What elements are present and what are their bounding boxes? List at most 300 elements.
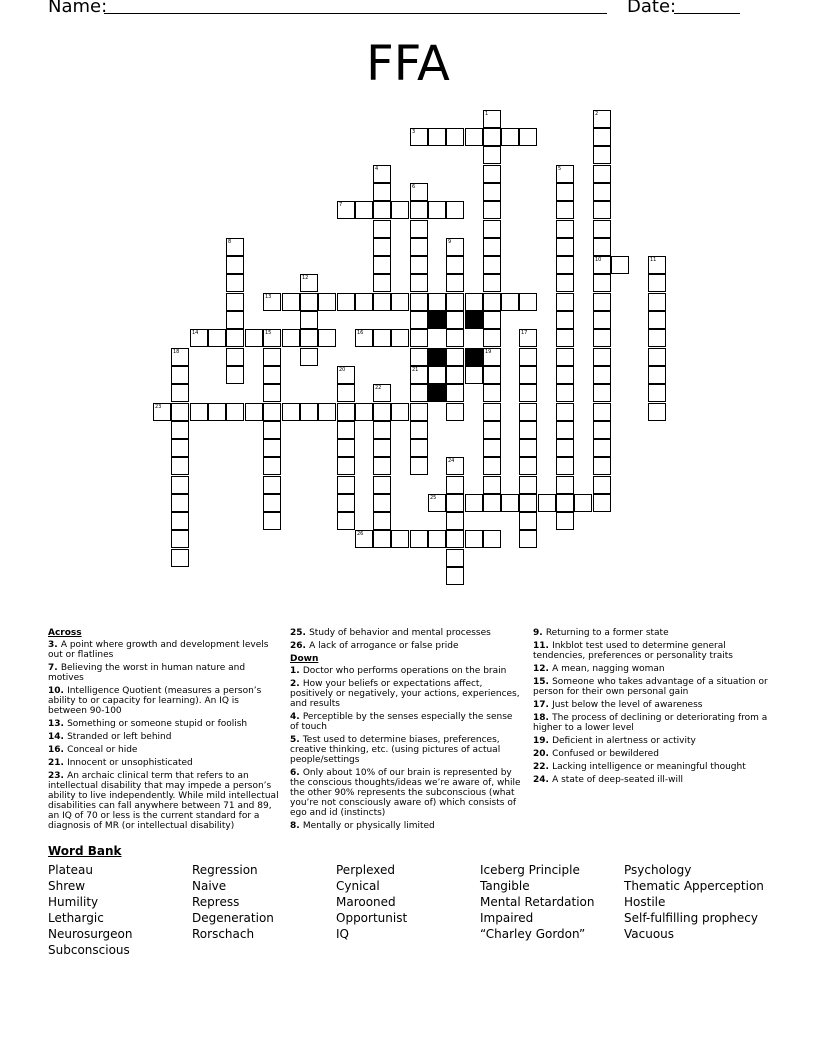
clue-number: 16 [357, 330, 364, 336]
grid-cell[interactable] [465, 128, 483, 146]
grid-cell[interactable] [410, 329, 428, 347]
grid-cell[interactable] [282, 329, 300, 347]
clue-number-label: 9. [533, 628, 546, 638]
grid-cell[interactable] [556, 348, 574, 366]
grid-cell[interactable] [355, 530, 373, 548]
grid-cell[interactable] [556, 494, 574, 512]
grid-cell[interactable] [465, 494, 483, 512]
grid-cell[interactable] [483, 293, 501, 311]
grid-cell[interactable] [483, 146, 501, 164]
clue-number-label: 16. [48, 745, 68, 755]
clue [533, 736, 769, 746]
grid-cell[interactable] [263, 403, 281, 421]
grid-cell[interactable] [373, 512, 391, 530]
word-bank-word: Cynical [336, 879, 380, 893]
clue-text: The process of declining or deteriorating from a higher to a lower level [533, 713, 768, 733]
grid-cell[interactable] [593, 274, 611, 292]
grid-cell[interactable] [318, 293, 336, 311]
grid-cell[interactable] [410, 201, 428, 219]
grid-cell[interactable] [171, 384, 189, 402]
grid-cell[interactable] [300, 311, 318, 329]
grid-cell[interactable] [226, 329, 244, 347]
grid-cell[interactable] [519, 530, 537, 548]
word-bank-word: Psychology [624, 863, 692, 877]
grid-cell[interactable] [410, 439, 428, 457]
grid-cell[interactable] [410, 220, 428, 238]
grid-cell[interactable] [446, 403, 464, 421]
grid-cell[interactable] [153, 403, 171, 421]
grid-cell[interactable] [446, 366, 464, 384]
grid-cell[interactable] [263, 366, 281, 384]
grid-cell[interactable] [556, 220, 574, 238]
grid-cell[interactable] [428, 494, 446, 512]
grid-cell[interactable] [483, 220, 501, 238]
grid-cell[interactable] [519, 329, 537, 347]
grid-cell[interactable] [391, 530, 409, 548]
word-bank-word: Degeneration [192, 911, 274, 925]
grid-cell[interactable] [373, 274, 391, 292]
grid-cell[interactable] [410, 366, 428, 384]
grid-cell[interactable] [593, 421, 611, 439]
clue-text: A lack of arrogance or false pride [309, 641, 459, 651]
name-label: Name: [48, 0, 108, 17]
grid-cell[interactable] [410, 238, 428, 256]
word-bank [48, 844, 778, 957]
grid-cell[interactable] [337, 476, 355, 494]
grid-cell[interactable] [593, 439, 611, 457]
grid-cell[interactable] [519, 384, 537, 402]
grid-cell[interactable] [593, 110, 611, 128]
grid-cell[interactable] [446, 201, 464, 219]
grid-cell[interactable] [593, 384, 611, 402]
clues-column-2 [290, 628, 522, 834]
grid-cell[interactable] [556, 201, 574, 219]
grid-cell[interactable] [648, 293, 666, 311]
grid-cell[interactable] [373, 293, 391, 311]
grid-cell[interactable] [483, 439, 501, 457]
grid-cell[interactable] [483, 421, 501, 439]
grid-cell[interactable] [648, 348, 666, 366]
grid-cell[interactable] [593, 201, 611, 219]
grid-cell[interactable] [318, 329, 336, 347]
grid-cell[interactable] [337, 421, 355, 439]
clue [48, 758, 280, 768]
grid-cell[interactable] [483, 348, 501, 366]
grid-cell[interactable] [446, 311, 464, 329]
grid-cell[interactable] [556, 274, 574, 292]
grid-cell[interactable] [263, 329, 281, 347]
clue-number-label: 11. [533, 641, 553, 651]
grid-cell[interactable] [373, 183, 391, 201]
grid-cell[interactable] [593, 348, 611, 366]
grid-cell[interactable] [226, 403, 244, 421]
grid-cell[interactable] [373, 201, 391, 219]
grid-cell[interactable] [519, 476, 537, 494]
clue-number: 21 [412, 367, 419, 373]
grid-cell[interactable] [337, 457, 355, 475]
word-bank-column [480, 862, 594, 942]
grid-cell[interactable] [171, 476, 189, 494]
grid-cell[interactable] [226, 293, 244, 311]
clue [533, 664, 769, 674]
grid-cell[interactable] [337, 403, 355, 421]
grid-cell[interactable] [428, 366, 446, 384]
grid-cell[interactable] [355, 329, 373, 347]
word-bank-word: Shrew [48, 879, 86, 893]
grid-cell[interactable] [519, 293, 537, 311]
grid-cell[interactable] [263, 494, 281, 512]
grid-cell[interactable] [355, 293, 373, 311]
grid-cell[interactable] [446, 256, 464, 274]
grid-cell[interactable] [593, 220, 611, 238]
grid-cell[interactable] [556, 512, 574, 530]
grid-cell[interactable] [263, 348, 281, 366]
grid-cell[interactable] [556, 366, 574, 384]
word-bank-word: Mental Retardation [480, 895, 595, 909]
grid-cell[interactable] [263, 457, 281, 475]
grid-cell[interactable] [446, 384, 464, 402]
grid-cell[interactable] [410, 421, 428, 439]
grid-cell[interactable] [373, 439, 391, 457]
grid-cell[interactable] [446, 329, 464, 347]
word-bank-column [624, 862, 764, 942]
grid-cell[interactable] [556, 403, 574, 421]
grid-cell[interactable] [465, 366, 483, 384]
grid-cell[interactable] [574, 494, 592, 512]
grid-cell[interactable] [593, 457, 611, 475]
grid-cell[interactable] [208, 403, 226, 421]
clues-column-1 [48, 628, 280, 834]
grid-cell[interactable] [373, 165, 391, 183]
grid-cell[interactable] [171, 348, 189, 366]
grid-cell[interactable] [483, 165, 501, 183]
clue-text: Study of behavior and mental processes [309, 628, 491, 638]
grid-cell[interactable] [373, 329, 391, 347]
grid-cell[interactable] [593, 476, 611, 494]
word-bank-word: Repress [192, 895, 240, 909]
grid-cell[interactable] [300, 348, 318, 366]
grid-cell[interactable] [593, 329, 611, 347]
grid-cell[interactable] [171, 403, 189, 421]
grid-cell[interactable] [373, 421, 391, 439]
grid-cell[interactable] [410, 403, 428, 421]
grid-cell[interactable] [190, 329, 208, 347]
grid-cell[interactable] [355, 201, 373, 219]
word-bank-column [48, 862, 133, 958]
grid-cell[interactable] [226, 238, 244, 256]
grid-cell[interactable] [519, 403, 537, 421]
grid-cell[interactable] [465, 530, 483, 548]
grid-cell[interactable] [373, 220, 391, 238]
grid-cell[interactable] [263, 439, 281, 457]
clue-number-label: 18. [533, 713, 553, 723]
grid-cell[interactable] [410, 293, 428, 311]
grid-cell[interactable] [446, 512, 464, 530]
grid-cell[interactable] [446, 476, 464, 494]
grid-cell[interactable] [373, 238, 391, 256]
clue-number: 11 [650, 257, 657, 263]
grid-cell[interactable] [501, 128, 519, 146]
grid-cell[interactable] [556, 421, 574, 439]
clue [533, 762, 769, 772]
grid-cell[interactable] [519, 512, 537, 530]
grid-cell[interactable] [556, 311, 574, 329]
grid-cell[interactable] [226, 311, 244, 329]
grid-cell[interactable] [483, 457, 501, 475]
clue-number-label: 13. [48, 719, 68, 729]
grid-cell[interactable] [391, 403, 409, 421]
grid-cell[interactable] [501, 293, 519, 311]
grid-cell[interactable] [171, 494, 189, 512]
grid-cell[interactable] [483, 128, 501, 146]
clue-number: 17 [521, 330, 528, 336]
grid-cell[interactable] [410, 384, 428, 402]
grid-cell[interactable] [373, 256, 391, 274]
grid-cell[interactable] [226, 348, 244, 366]
grid-cell[interactable] [483, 201, 501, 219]
clue-number-label: 23. [48, 771, 68, 781]
grid-cell[interactable] [171, 366, 189, 384]
clue [48, 640, 280, 660]
grid-cell[interactable] [446, 530, 464, 548]
grid-cell[interactable] [263, 421, 281, 439]
grid-cell[interactable] [245, 329, 263, 347]
grid-cell[interactable] [519, 366, 537, 384]
grid-cell[interactable] [446, 549, 464, 567]
clue-number-label: 7. [48, 663, 61, 673]
grid-cell[interactable] [391, 201, 409, 219]
grid-cell[interactable] [519, 439, 537, 457]
word-bank-word: Self-fulfilling prophecy [624, 911, 758, 925]
grid-cell[interactable] [446, 457, 464, 475]
grid-cell[interactable] [171, 457, 189, 475]
grid-cell[interactable] [446, 348, 464, 366]
grid-cell[interactable] [483, 476, 501, 494]
grid-cell[interactable] [519, 494, 537, 512]
word-bank-word: Thematic Apperception [624, 879, 764, 893]
clue [290, 641, 522, 651]
grid-cell[interactable] [556, 329, 574, 347]
grid-cell[interactable] [263, 293, 281, 311]
grid-cell[interactable] [593, 183, 611, 201]
grid-cell[interactable] [446, 494, 464, 512]
grid-cell[interactable] [300, 329, 318, 347]
grid-cell[interactable] [446, 238, 464, 256]
grid-cell[interactable] [648, 403, 666, 421]
clue-text: Confused or bewildered [552, 749, 659, 759]
clue-number-label: 2. [290, 679, 303, 689]
grid-cell[interactable] [373, 384, 391, 402]
grid-cell[interactable] [483, 384, 501, 402]
grid-cell[interactable] [556, 183, 574, 201]
grid-cell[interactable] [483, 530, 501, 548]
grid-cell[interactable] [410, 128, 428, 146]
clue-text: Lacking intelligence or meaningful thought [552, 762, 746, 772]
grid-cell[interactable] [263, 512, 281, 530]
grid-cell[interactable] [428, 128, 446, 146]
word-bank-word: Opportunist [336, 911, 408, 925]
grid-cell[interactable] [226, 256, 244, 274]
grid-cell[interactable] [556, 384, 574, 402]
word-bank-column [336, 862, 407, 942]
grid-cell[interactable] [337, 293, 355, 311]
grid-cell[interactable] [483, 238, 501, 256]
grid-cell[interactable] [171, 549, 189, 567]
grid-cell[interactable] [465, 293, 483, 311]
grid-cell[interactable] [648, 256, 666, 274]
grid-cell[interactable] [593, 403, 611, 421]
grid-cell[interactable] [483, 403, 501, 421]
clue-text: Inkblot test used to determine general tendencies, preferences or personality traits [533, 641, 733, 661]
grid-cell[interactable] [263, 384, 281, 402]
grid-cell[interactable] [410, 530, 428, 548]
grid-cell[interactable] [593, 238, 611, 256]
grid-cell[interactable] [337, 512, 355, 530]
grid-cell[interactable] [648, 366, 666, 384]
word-bank-word: Subconscious [48, 943, 130, 957]
grid-cell[interactable] [410, 183, 428, 201]
grid-cell[interactable] [428, 530, 446, 548]
grid-cell[interactable] [446, 274, 464, 292]
grid-cell[interactable] [593, 165, 611, 183]
grid-cell[interactable] [446, 567, 464, 585]
grid-cell[interactable] [171, 421, 189, 439]
grid-cell[interactable] [519, 421, 537, 439]
grid-cell[interactable] [428, 201, 446, 219]
word-bank-word: IQ [336, 927, 349, 941]
grid-cell[interactable] [483, 366, 501, 384]
grid-cell[interactable] [171, 512, 189, 530]
clue-text: Intelligence Quotient (measures a person’s ability to or capacity for learning). An IQ is between 90-100 [48, 686, 262, 716]
grid-cell[interactable] [171, 530, 189, 548]
black-cell [428, 384, 446, 402]
grid-cell[interactable] [245, 403, 263, 421]
clue [290, 768, 522, 818]
grid-cell[interactable] [648, 311, 666, 329]
clue [48, 771, 280, 831]
grid-cell[interactable] [648, 384, 666, 402]
grid-cell[interactable] [300, 274, 318, 292]
clue-number-label: 14. [48, 732, 68, 742]
grid-cell[interactable] [373, 494, 391, 512]
grid-cell[interactable] [337, 384, 355, 402]
grid-cell[interactable] [556, 457, 574, 475]
clue-text: Returning to a former state [545, 628, 669, 638]
clue-text: Test used to determine biases, preferences, creative thinking, etc. (using pictures of actual people/settings [290, 735, 501, 765]
grid-cell[interactable] [208, 329, 226, 347]
grid-cell[interactable] [501, 494, 519, 512]
grid-cell[interactable] [611, 256, 629, 274]
grid-cell[interactable] [318, 403, 336, 421]
grid-cell[interactable] [556, 439, 574, 457]
clue-text: An archaic clinical term that refers to an intellectual disability that may impede a person’s ability to live independently. While mild intellectual disabilities can fall anywhere between 71 and 89, an IQ of 70 or less is the current standard for a diagnosis of MR (or intellectual disability) [48, 771, 279, 831]
grid-cell[interactable] [593, 494, 611, 512]
grid-cell[interactable] [171, 439, 189, 457]
clue-text: Conceal or hide [67, 745, 138, 755]
clue-number: 25 [430, 495, 437, 501]
grid-cell[interactable] [538, 494, 556, 512]
grid-cell[interactable] [519, 457, 537, 475]
word-bank-word: “Charley Gordon” [480, 927, 586, 941]
grid-cell[interactable] [556, 256, 574, 274]
grid-cell[interactable] [410, 348, 428, 366]
grid-cell[interactable] [556, 476, 574, 494]
grid-cell[interactable] [446, 128, 464, 146]
clue-number-label: 3. [48, 640, 61, 650]
grid-cell[interactable] [519, 348, 537, 366]
grid-cell[interactable] [337, 494, 355, 512]
grid-cell[interactable] [300, 293, 318, 311]
grid-cell[interactable] [593, 128, 611, 146]
grid-cell[interactable] [483, 274, 501, 292]
clue-number: 5 [558, 166, 562, 172]
grid-cell[interactable] [410, 457, 428, 475]
grid-cell[interactable] [648, 274, 666, 292]
grid-cell[interactable] [593, 293, 611, 311]
grid-cell[interactable] [373, 457, 391, 475]
grid-cell[interactable] [483, 329, 501, 347]
grid-cell[interactable] [226, 274, 244, 292]
grid-cell[interactable] [593, 256, 611, 274]
clue [533, 775, 769, 785]
grid-cell[interactable] [483, 183, 501, 201]
grid-cell[interactable] [190, 403, 208, 421]
grid-cell[interactable] [428, 293, 446, 311]
grid-cell[interactable] [483, 311, 501, 329]
grid-cell[interactable] [355, 403, 373, 421]
grid-cell[interactable] [337, 366, 355, 384]
grid-cell[interactable] [337, 439, 355, 457]
clue-number-label: 22. [533, 762, 553, 772]
clue [533, 749, 769, 759]
clue-text: Believing the worst in human nature and motives [48, 663, 246, 683]
clue-number: 18 [173, 349, 180, 355]
grid-cell[interactable] [593, 311, 611, 329]
grid-cell[interactable] [391, 293, 409, 311]
clue-text: Only about 10% of our brain is represented by the conscious thoughts/ideas we’re aware of, while the other 90% represents the subconscious (what you’re not consciously aware of) which consists of ego and id (instincts) [290, 768, 521, 818]
grid-cell[interactable] [410, 256, 428, 274]
grid-cell[interactable] [483, 256, 501, 274]
grid-cell[interactable] [593, 146, 611, 164]
grid-cell[interactable] [391, 329, 409, 347]
grid-cell[interactable] [373, 476, 391, 494]
grid-cell[interactable] [282, 403, 300, 421]
grid-cell[interactable] [226, 366, 244, 384]
grid-cell[interactable] [556, 165, 574, 183]
grid-cell[interactable] [410, 311, 428, 329]
grid-cell[interactable] [282, 293, 300, 311]
grid-cell[interactable] [593, 366, 611, 384]
grid-cell[interactable] [410, 274, 428, 292]
clue-number: 12 [302, 275, 309, 281]
clue-number: 8 [228, 239, 232, 245]
clue-number-label: 5. [290, 735, 303, 745]
grid-cell[interactable] [373, 403, 391, 421]
grid-cell[interactable] [263, 476, 281, 494]
grid-cell[interactable] [483, 494, 501, 512]
clue-text: Mentally or physically limited [302, 821, 435, 831]
grid-cell[interactable] [446, 293, 464, 311]
grid-cell[interactable] [483, 110, 501, 128]
grid-cell[interactable] [373, 530, 391, 548]
grid-cell[interactable] [337, 201, 355, 219]
grid-cell[interactable] [556, 293, 574, 311]
grid-cell[interactable] [556, 238, 574, 256]
clue-number-label: 10. [48, 686, 68, 696]
grid-cell[interactable] [300, 403, 318, 421]
grid-cell[interactable] [648, 329, 666, 347]
grid-cell[interactable] [519, 128, 537, 146]
